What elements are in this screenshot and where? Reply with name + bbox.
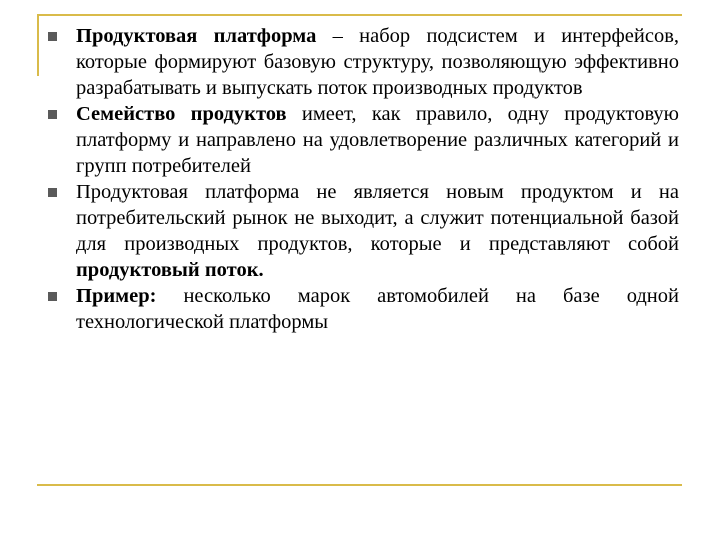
square-bullet-icon <box>48 188 57 197</box>
bullet-item-1 <box>43 23 679 101</box>
bullet-item-4 <box>43 283 679 335</box>
bullet-4-bold-lead: Пример: <box>76 285 157 307</box>
bullet-2-text: имеет, как правило, одну продуктовую платформу и направлено на удовлетворение различных категорий и групп потребителей <box>76 103 679 177</box>
square-bullet-icon <box>48 110 57 119</box>
square-bullet-icon <box>48 32 57 41</box>
left-rule <box>37 14 39 76</box>
bullet-4-text: несколько марок автомобилей на базе одной технологической платформы <box>76 285 679 333</box>
square-bullet-icon <box>48 292 57 301</box>
bullet-1-bold-lead: Продуктовая платформа <box>76 25 317 47</box>
top-rule <box>37 14 682 16</box>
bullet-item-2 <box>43 101 679 179</box>
bullet-3-bold-end: продуктовый поток. <box>76 259 264 281</box>
bullet-list <box>43 23 679 335</box>
bullet-3-text: Продуктовая платформа не является новым продуктом и на потребительский рынок не выходит, а служит потенциальной базой для производных продуктов, которые и представляют собой <box>76 181 679 255</box>
bullet-item-3 <box>43 179 679 283</box>
bullet-1-text: – набор подсистем и интерфейсов, которые формируют базовую структуру, позволяющую эффективно разрабатывать и выпускать поток производных продуктов <box>76 25 680 99</box>
bottom-rule <box>37 484 682 486</box>
bullet-2-bold-lead: Семейство продуктов <box>76 103 287 125</box>
